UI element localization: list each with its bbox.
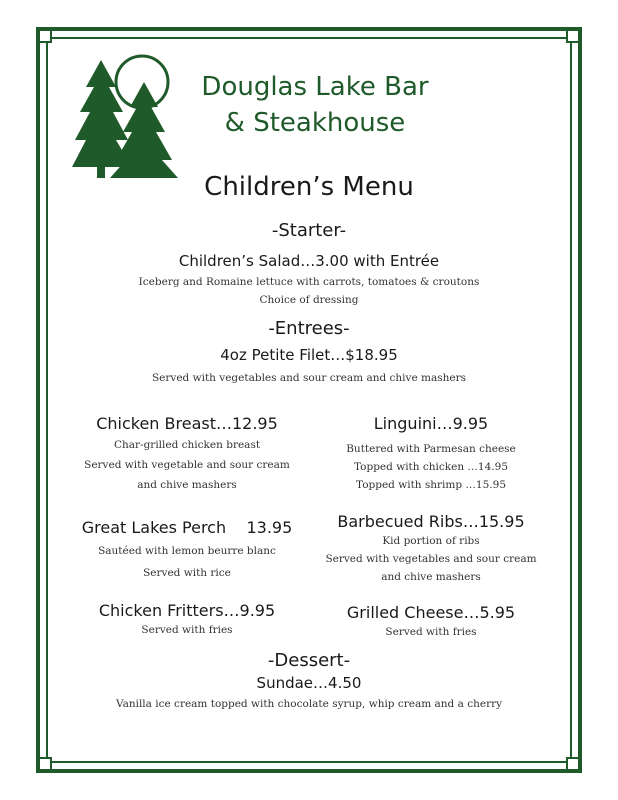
feature-entree-desc: Served with vegetables and sour cream and chive mashers [151, 372, 466, 384]
starter-desc-2: Choice of dressing [259, 294, 359, 306]
starter-desc-1: Iceberg and Romaine lettuce with carrots, tomatoes & croutons [138, 276, 480, 288]
menu-item-desc: Served with vegetable and sour cream [84, 459, 290, 471]
menu-item-desc: Served with vegetables and sour cream [325, 553, 537, 565]
border-corner-top-right [566, 29, 580, 43]
section-heading-entrees: -Entrees- [268, 318, 350, 339]
menu-item-chicken-breast [62, 414, 312, 491]
menu-item-desc: Sautéed with lemon beurre blanc [98, 545, 276, 557]
border-corner-bottom-left [38, 757, 52, 771]
menu-item-desc: Served with rice [143, 567, 231, 579]
menu-item-desc: Served with fries [141, 624, 233, 636]
feature-entree-item: 4oz Petite Filet…$18.95 [220, 346, 398, 364]
border-corner-bottom-right [566, 757, 580, 771]
menu-item-linguini [306, 414, 556, 491]
menu-item-name: Great Lakes Perch 13.95 [81, 518, 293, 537]
menu-item-desc: Buttered with Parmesan cheese [346, 443, 516, 455]
menu-title: Children’s Menu [204, 172, 414, 202]
menu-item-great-lakes-perch [62, 518, 312, 579]
starter-item: Children’s Salad…3.00 with Entrée [178, 252, 440, 270]
restaurant-name-line2: & Steakhouse [224, 108, 406, 138]
menu-item-name: Barbecued Ribs…15.95 [337, 512, 525, 531]
menu-item-desc: Kid portion of ribs [382, 535, 480, 547]
menu-item-name: Chicken Breast…12.95 [96, 414, 278, 433]
section-heading-dessert: -Dessert- [267, 650, 351, 671]
menu-item-name: Linguini…9.95 [373, 414, 489, 433]
menu-item-name: Grilled Cheese…5.95 [346, 603, 516, 622]
menu-item-desc: Topped with chicken …14.95 [353, 461, 508, 473]
menu-item-desc: Char-grilled chicken breast [113, 439, 261, 451]
menu-item-barbecued-ribs [306, 512, 556, 583]
menu-item-desc: and chive mashers [137, 479, 237, 491]
menu-item-desc: Topped with shrimp …15.95 [356, 479, 506, 491]
restaurant-name-line1: Douglas Lake Bar [201, 72, 429, 102]
dessert-desc: Vanilla ice cream topped with chocolate syrup, whip cream and a cherry [115, 698, 503, 710]
menu-item-chicken-fritters [62, 601, 312, 636]
menu-item-desc: Served with fries [385, 626, 477, 638]
pine-trees-logo [66, 52, 182, 182]
dessert-item: Sundae…4.50 [256, 674, 362, 692]
section-heading-starter: -Starter- [271, 220, 347, 241]
menu-item-name: Chicken Fritters…9.95 [98, 601, 276, 620]
border-corner-top-left [38, 29, 52, 43]
menu-item-desc: and chive mashers [381, 571, 481, 583]
menu-item-grilled-cheese [306, 603, 556, 638]
